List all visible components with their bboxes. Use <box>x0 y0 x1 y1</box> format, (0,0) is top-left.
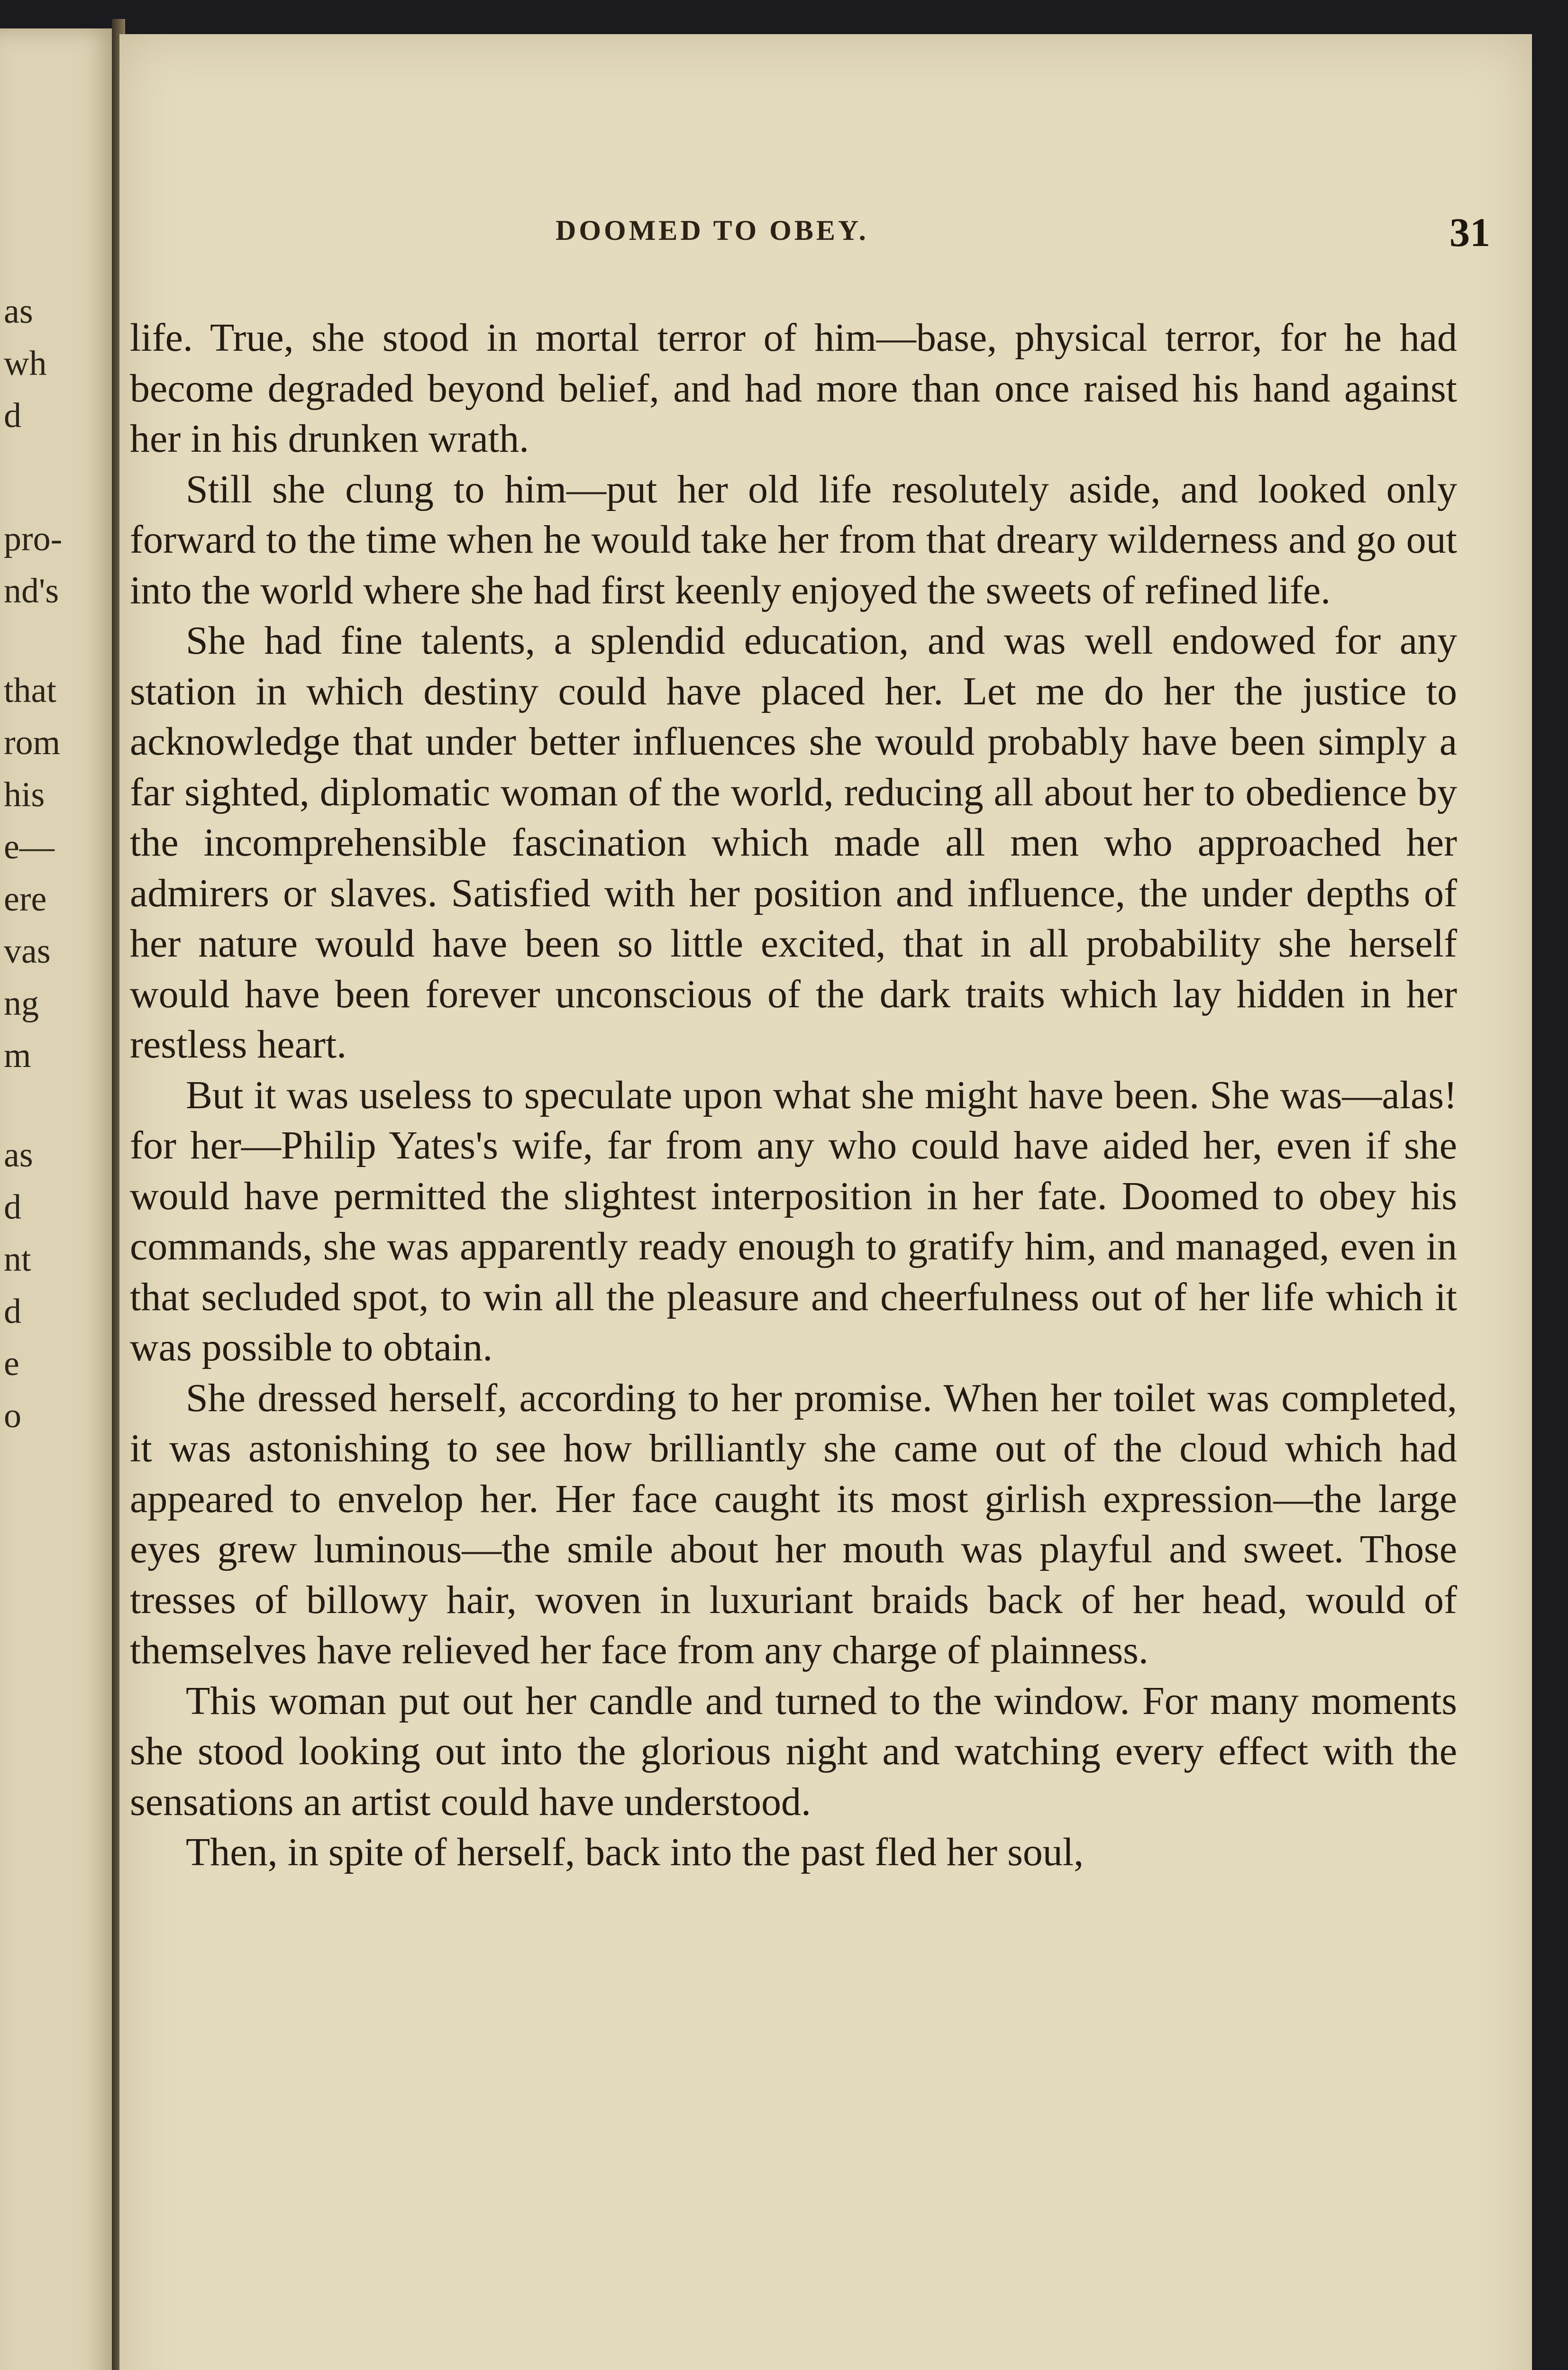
left-fragment: nd's <box>4 572 59 611</box>
left-fragment: ere <box>4 880 47 919</box>
paragraph: life. True, she stood in mortal terror of him—base, physical terror, for he had become degraded beyond belief, and had more than once raised his hand against her in his drunken wrath. <box>130 316 1457 461</box>
body-text <box>130 313 1457 1878</box>
left-fragment: wh <box>4 344 47 383</box>
running-head <box>119 210 1532 266</box>
left-fragment: d <box>4 396 21 435</box>
left-fragment: m <box>4 1036 31 1075</box>
left-page-edge <box>0 28 118 2370</box>
book-page <box>119 34 1532 2370</box>
running-title: DOOMED TO OBEY. <box>556 215 869 246</box>
left-fragment: e <box>4 1344 19 1383</box>
paragraph: She dressed herself, according to her promise. When her toilet was completed, it was astonishing to see how brilliantly she came out of the cloud which had appeared to envelop her. Her face caught its most girlish expression—the large eyes grew luminous—the smile about her mouth was playful and sweet. Those tresses of billowy hair, woven in luxuriant braids back of her head, would of themselves have relieved her face from any charge of plainness. <box>130 1376 1457 1672</box>
left-fragment: d <box>4 1292 21 1331</box>
left-fragment: e— <box>4 828 55 866</box>
left-fragment: vas <box>4 932 51 971</box>
left-fragment: as <box>4 292 33 331</box>
left-fragment: rom <box>4 723 61 762</box>
paragraph: She had fine talents, a splendid education, and was well endowed for any station in which destiny could have placed her. Let me do her the justice to acknowledge that under better influences she would probably have been simply a far sighted, diplomatic woman of the world, reducing all about her to obedience by the incomprehensible fascination which made all men who approached her admirers or slaves. Satisfied with her position and influence, the under depths of her nature would have been so little excited, that in all probability she herself would have been forever unconscious of the dark traits which lay hidden in her restless heart. <box>130 619 1457 1066</box>
left-fragment: o <box>4 1396 21 1435</box>
paragraph: This woman put out her candle and turned to the window. For many moments she stood looking out into the glorious night and watching every effect with the sensations an artist could have understood. <box>130 1678 1457 1824</box>
paragraph: Then, in spite of herself, back into the past fled her soul, <box>186 1830 1084 1874</box>
left-fragment: pro- <box>4 520 63 558</box>
left-fragment: his <box>4 775 45 814</box>
left-fragment: ng <box>4 984 39 1023</box>
left-fragment: nt <box>4 1240 31 1279</box>
page-number: 31 <box>1449 210 1490 255</box>
left-fragment: that <box>4 671 56 710</box>
left-fragment: as <box>4 1136 33 1175</box>
left-fragment: d <box>4 1188 21 1227</box>
paragraph: But it was useless to speculate upon what she might have been. She was—alas! for her—Philip Yates's wife, far from any who could have aided her, even if she would have permitted the slightest interposition in her fate. Doomed to obey his commands, she was apparently ready enough to gratify him, and managed, even in that secluded spot, to win all the pleasure and cheerfulness out of her life which it was possible to obtain. <box>130 1073 1457 1369</box>
paragraph: Still she clung to him—put her old life resolutely aside, and looked only forward to the time when he would take her from that dreary wilderness and go out into the world where she had first keenly enjoyed the sweets of refined life. <box>130 467 1457 612</box>
